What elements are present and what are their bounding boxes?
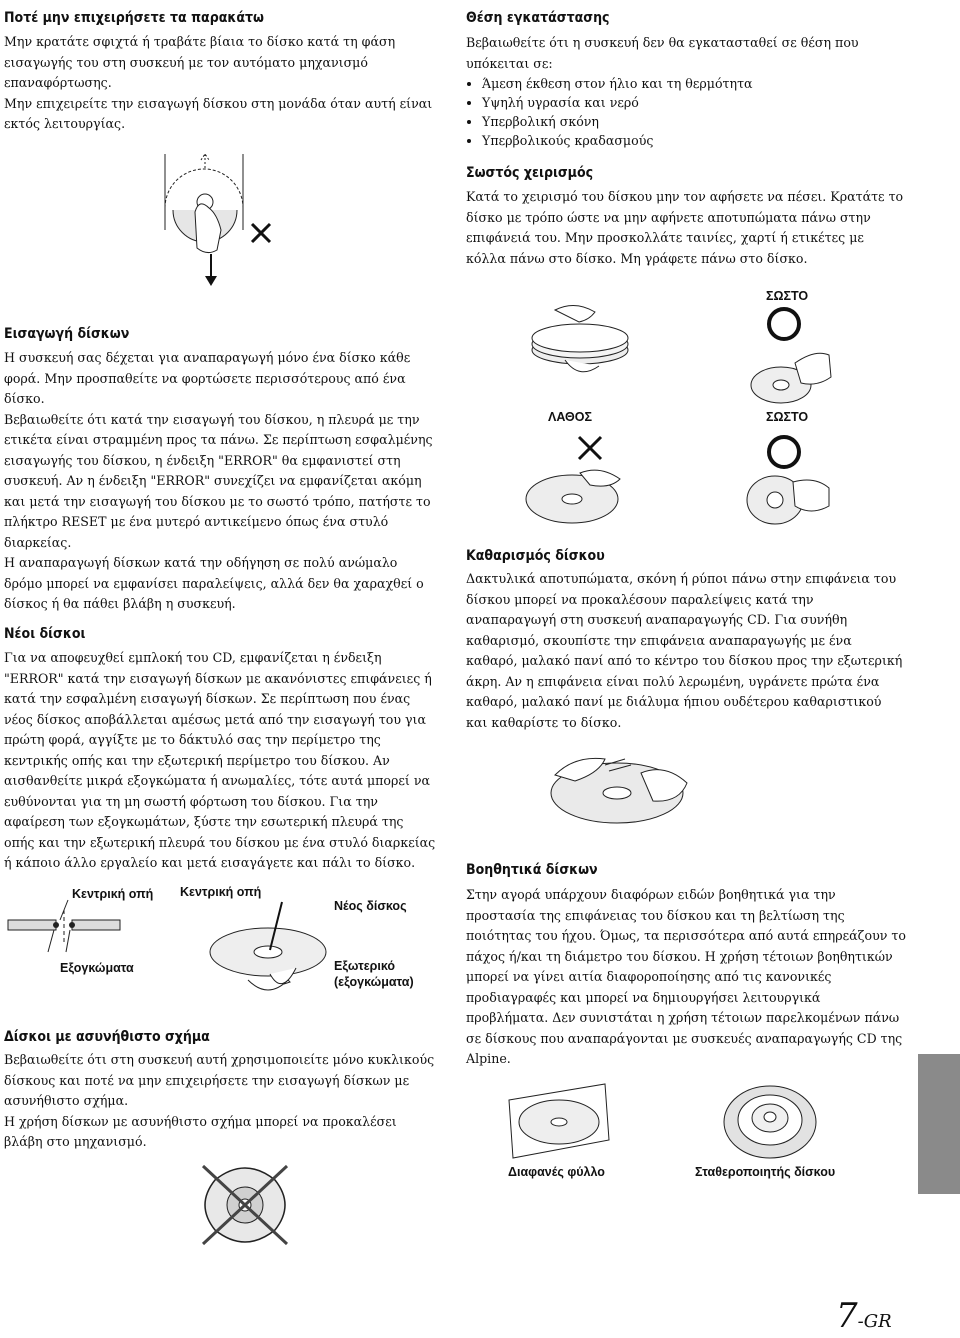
location-bullet: • Υψηλή υγρασία και νερό [482, 93, 906, 112]
heading-irregular: Δίσκοι με ασυνήθιστο σχήμα [4, 1029, 210, 1045]
page-number-suffix: -GR [857, 1311, 892, 1332]
location-bullet: • Υπερβολική σκόνη [482, 112, 906, 131]
label-wrong: ΛΑΘΟΣ [548, 410, 592, 424]
correct-circle-icon-2 [762, 432, 806, 472]
disc-stabilizer-illustration [720, 1074, 820, 1164]
irregular-p2: Η χρήση δίσκων με ασυνήθιστο σχήμα μπορεί να προκαλέσει βλάβη στο μηχανισμό. [4, 1113, 397, 1149]
label-center-hole-2: Κεντρική οπή [180, 885, 262, 899]
label-correct: ΣΩΣΤΟ [766, 410, 809, 424]
irregular-p1: Βεβαιωθείτε ότι στη συσκευή αυτή χρησιμοποιείτε μόνο κυκλικούς δίσκους και ποτέ να μην επιχειρήσετε την εισαγωγή δίσκων με ασυνήθιστο σχήμα. [4, 1052, 435, 1108]
newdisc-text [4, 648, 436, 874]
label-correct-top: ΣΩΣΤΟ [766, 289, 809, 303]
wrong-handling-illustration [520, 465, 640, 530]
insert-p1: Η συσκευή σας δέχεται για αναπαραγωγή μόνο ένα δίσκο κάθε φορά. Μην προσπαθείτε να φορτώσετε περισσότερους από ένα δίσκο. [4, 350, 411, 406]
disc-cross-section-illustration [8, 900, 138, 960]
location-bullets [466, 74, 906, 150]
never-text [4, 32, 434, 135]
location-text [466, 33, 906, 150]
irregular-text [4, 1050, 436, 1153]
disc-stack-hands-illustration [525, 300, 635, 390]
label-disc-stabilizer: Σταθεροποιητής δίσκου [695, 1165, 836, 1179]
newdisc-p1: Για να αποφευχθεί εμπλοκή του CD, εμφανίζεται η ένδειξη "ERROR" κατά την εισαγωγή δίσκων με ακανόνιστες επιφάνειες ή κατά την εσφαλμένη εισαγωγή δίσκων. Σε περίπτωση που ένας νέος δίσκος αποβάλλεται αμέσως μετά από την εισαγωγή του για πρώτη φορά, αγγίξτε με το δάκτυλό σας την περίμετρο της κεντρικής οπής και την εξωτερική περίμετρο του δίσκου. Αν αισθανθείτε μικρά εξογκώματα ή ανωμαλίες, τότε αυτά μπορεί να ευθύνονται για τη μη σωστή φόρτωση του δίσκου. Για την αφαίρεση των εξογκωμάτων, ξύστε την εσωτερική πλευρά της οπής και την εξωτερική πλευρά του δίσκου με ένα στυλό διαρκείας ή κάποιο άλλο εργαλείο και μετά εισαγάγετε και πάλι το δίσκο. [4, 650, 436, 870]
heading-insert: Εισαγωγή δίσκων [4, 326, 130, 342]
label-outer-2: (εξογκώματα) [334, 975, 414, 989]
insert-text [4, 348, 436, 615]
disc-insertion-illustration [155, 150, 285, 298]
handling-p1: Κατά το χειρισμό του δίσκου μην τον αφήσετε να πέσει. Κρατάτε το δίσκο με τρόπο ώστε να μην αφήνετε αποτυπώματα πάνω στην επιφάνειά του. Μην προσκολλάτε ταινίες, χαρτί ή ετικέτες με κόλλα πάνω στο δίσκο. Μη γράφετε πάνω στο δίσκο. [466, 189, 904, 266]
x-mark-icon [252, 224, 270, 242]
label-transparent-sheet: Διαφανές φύλλο [508, 1165, 605, 1179]
heading-accessories: Βοηθητικά δίσκων [466, 862, 598, 878]
irregular-disc-illustration [195, 1160, 295, 1250]
handling-text [466, 187, 906, 269]
heading-location: Θέση εγκατάστασης [466, 10, 610, 26]
hand-holding-disc-edge-illustration [745, 345, 835, 410]
heading-never: Ποτέ μην επιχειρήσετε τα παρακάτω [4, 10, 264, 26]
wrong-x-icon [575, 433, 605, 463]
heading-new-discs: Νέοι δίσκοι [4, 626, 86, 642]
cleaning-text [466, 569, 906, 733]
label-new-disc: Νέος δίσκος [334, 899, 407, 913]
never-p2: Μην επιχειρείτε την εισαγωγή δίσκου στη μονάδα όταν αυτή είναι εκτός λειτουργίας. [4, 95, 433, 131]
new-disc-scrape-illustration [200, 900, 330, 1010]
label-center-hole-1: Κεντρική οπή [72, 887, 154, 901]
never-p1: Μην κρατάτε σφιχτά ή τραβάτε βίαια το δίσκο κατά τη φάση εισαγωγής του στη συσκευή με τον αυτόματο μηχανισμό επαναφόρτωσης. [4, 34, 396, 90]
insert-p2: Βεβαιωθείτε ότι κατά την εισαγωγή του δίσκου, η πλευρά με την ετικέτα είναι στραμμένη προς τα πάνω. Σε περίπτωση εσφαλμένης εισαγωγής του δίσκου, η ένδειξη "ERROR" θα εμφανιστεί στη συσκευή. Αν η ένδειξη "ERROR" συνεχίζει να εμφανίζεται ακόμη και μετά την εισαγωγή του δίσκου με το σωστό τρόπο, πατήστε το πλήκτρο RESET με ένα μυτερό αντικείμενο όπως ένα στυλό διαρκείας. [4, 411, 433, 550]
accessories-text [466, 885, 906, 1070]
section-tab [918, 1054, 960, 1194]
correct-circle-icon [762, 304, 806, 344]
insert-p3: Η αναπαραγωγή δίσκων κατά την οδήγηση σε πολύ ανώμαλο δρόμο μπορεί να εμφανίσει παραλείψεις, αλλά δεν θα χαραχθεί ο δίσκος ή θα πάθει βλάβη η συσκευή. [4, 555, 424, 611]
location-p1: Βεβαιωθείτε ότι η συσκευή δεν θα εγκατασταθεί σε θέση που υπόκειται σε: [466, 35, 859, 71]
correct-handling-illustration [735, 470, 835, 530]
label-bumps: Εξογκώματα [60, 961, 134, 975]
heading-handling: Σωστός χειρισμός [466, 165, 594, 181]
transparent-sheet-illustration [505, 1080, 615, 1165]
page-number [836, 1296, 892, 1336]
location-bullet: • Άμεση έκθεση στον ήλιο και τη θερμότητα [482, 74, 906, 93]
cleaning-p1: Δακτυλικά αποτυπώματα, σκόνη ή ρύποι πάνω στην επιφάνεια του δίσκου μπορεί να προκαλέσουν παραλείψεις κατά την αναπαραγωγή στη συσκευή αναπαραγωγής CD. Για συνήθη καθαρισμό, σκουπίστε την επιφάνεια αναπαραγωγής με ένα καθαρό, μαλακό πανί από το κέντρο του δίσκου προς την εξωτερική άκρη. Αν η επιφάνεια είναι πολύ λερωμένη, υγράνετε πρώτα ένα καθαρό, μαλακό πανί με διάλυμα ήπιου ουδέτερου καθαριστικού και καθαρίστε το δίσκο. [466, 571, 903, 730]
location-bullet: • Υπερβολικούς κραδασμούς [482, 131, 906, 150]
label-outer-1: Εξωτερικό [334, 959, 396, 973]
heading-cleaning: Καθαρισμός δίσκου [466, 548, 605, 564]
disc-cleaning-illustration [545, 745, 705, 835]
accessories-p1: Στην αγορά υπάρχουν διαφόρων ειδών βοηθητικά για την προστασία της επιφάνειας του δίσκου και τη βελτίωση της ποιότητας του ήχου. Όμως, τα περισσότερα από αυτά επηρεάζουν το πάχος ή/και τη διάμετρο του δίσκου. Η χρήση τέτοιων βοηθητικών μπορεί να γίνει αιτία διαφοροποίησης από τις κανονικές προδιαγραφές και μπορεί να δημιουργήσει λειτουργικά προβλήματα. Δεν συνιστάται η χρήση τέτοιων παρελκομένων πάνω σε δίσκους που αναπαράγονται με συσκευές αναπαραγωγής CD της Alpine. [466, 887, 906, 1066]
page-number-value: 7 [836, 1296, 858, 1336]
